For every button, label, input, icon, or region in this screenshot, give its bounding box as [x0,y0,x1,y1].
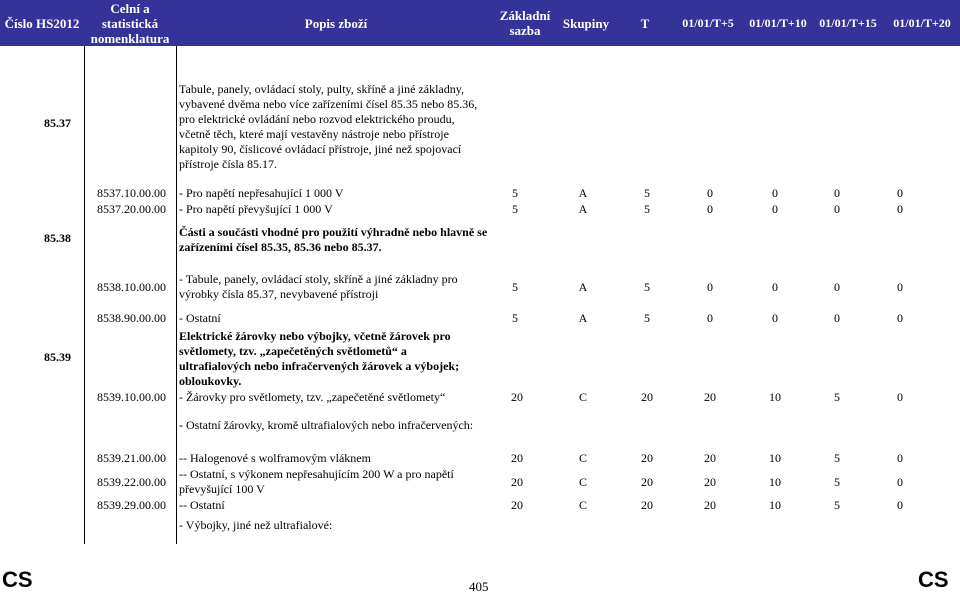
t-cell: 20 [641,451,653,465]
t20-cell: 0 [897,280,903,294]
hs-code: 85.38 [44,231,71,245]
t15-cell: 0 [834,186,840,200]
code-cell: 8539.22.00.00 [97,475,166,489]
base-rate-cell: 5 [512,186,518,200]
base-rate-cell: 20 [511,390,523,404]
t-cell: 5 [644,186,650,200]
description-cell: - Pro napětí převyšující 1 000 V [179,202,333,216]
t-cell: 20 [641,390,653,404]
header-t5: 01/01/T+5 [682,15,734,30]
column-divider [176,46,177,544]
header-t15: 01/01/T+15 [819,15,877,30]
group-cell: C [578,451,587,465]
heading-description: Části a součásti vhodné pro použití výhradně nebo hlavně se zařízeními čísel 85.35, 85.36 nebo 85.37. [179,225,488,254]
t5-cell: 20 [704,475,716,489]
description-cell: - Pro napětí nepřesahující 1 000 V [179,186,344,200]
header-t20: 01/01/T+20 [893,15,951,30]
t-cell: 20 [641,498,653,512]
code-cell: 8539.29.00.00 [97,498,166,512]
t5-cell: 20 [704,498,716,512]
t20-cell: 0 [897,186,903,200]
footer-language-left: CS [2,567,33,592]
t20-cell: 0 [897,451,903,465]
t20-cell: 0 [897,202,903,216]
group-cell: A [578,202,588,216]
heading-description: Tabule, panely, ovládací stoly, pulty, skříně a jiné základny, vybavené dvěma nebo více zařízeními čísel 85.35 nebo 85.36, pro elektrické ovládání nebo rozvod elektrického proudu, včetně těch, které mají vestavěny nástroje nebo přístroje kapitoly 90, číslicové ovládací přístroje, jiné než spojovací přístroje čísla 85.17. [179,82,478,171]
code-cell: 8539.10.00.00 [97,390,166,404]
t20-cell: 0 [897,311,903,325]
header-nomenclature: Celní a statistická nomenklatura [90,0,170,46]
t10-cell: 0 [772,186,778,200]
t15-cell: 5 [834,390,840,404]
description-cell: - Tabule, panely, ovládací stoly, skříně a jiné základny pro výrobky čísla 85.37, nevybavené přístroji [179,272,458,301]
group-cell: A [578,311,588,325]
t-cell: 5 [644,311,650,325]
t5-cell: 0 [707,202,713,216]
t5-cell: 0 [707,280,713,294]
table-header [0,0,960,46]
group-cell: C [578,475,587,489]
base-rate-cell: 5 [512,311,518,325]
t10-cell: 10 [769,451,781,465]
description-cell: - Ostatní [179,311,221,325]
subheading-text: - Ostatní žárovky, kromě ultrafialových nebo infračervených: [179,418,474,432]
t-cell: 5 [644,280,650,294]
column-divider [84,46,85,544]
group-cell: C [578,498,587,512]
base-rate-cell: 5 [512,202,518,216]
t5-cell: 0 [707,186,713,200]
hs-code: 85.37 [44,116,71,130]
t5-cell: 0 [707,311,713,325]
t20-cell: 0 [897,390,903,404]
code-cell: 8537.10.00.00 [97,186,166,200]
t10-cell: 0 [772,280,778,294]
group-cell: A [578,280,588,294]
t10-cell: 0 [772,202,778,216]
base-rate-cell: 20 [511,475,523,489]
t15-cell: 5 [834,475,840,489]
base-rate-cell: 5 [512,280,518,294]
description-cell: -- Ostatní, s výkonem nepřesahujícím 200 W a pro napětí převyšující 100 V [179,467,454,496]
description-cell: -- Halogenové s wolframovým vláknem [179,451,371,465]
t15-cell: 0 [834,202,840,216]
base-rate-cell: 20 [511,498,523,512]
header-groups: Skupiny [562,15,610,31]
hs-code: 85.39 [44,350,71,364]
footer-language-right: CS [918,567,949,592]
t10-cell: 10 [769,390,781,404]
t20-cell: 0 [897,475,903,489]
code-cell: 8538.10.00.00 [97,280,166,294]
base-rate-cell: 20 [511,451,523,465]
t15-cell: 5 [834,451,840,465]
header-t10: 01/01/T+10 [749,15,807,30]
code-cell: 8538.90.00.00 [97,311,166,325]
t10-cell: 10 [769,498,781,512]
t10-cell: 0 [772,311,778,325]
t15-cell: 5 [834,498,840,512]
t-cell: 5 [644,202,650,216]
t15-cell: 0 [834,280,840,294]
header-description: Popis zboží [304,15,368,31]
description-cell: -- Ostatní [179,498,225,512]
description-cell: - Žárovky pro světlomety, tzv. „zapečetěné světlomety“ [179,390,446,404]
t10-cell: 10 [769,475,781,489]
group-cell: A [578,186,588,200]
t5-cell: 20 [704,390,716,404]
t15-cell: 0 [834,311,840,325]
subheading-text: - Výbojky, jiné než ultrafialové: [179,518,333,532]
heading-description: Elektrické žárovky nebo výbojky, včetně žárovek pro světlomety, tzv. „zapečetěných světlometů“ a ultrafialových nebo infračervených žárovek a výbojek; obloukovky. [179,329,460,388]
group-cell: C [578,390,587,404]
code-cell: 8537.20.00.00 [97,202,166,216]
header-t: T [640,15,650,31]
header-base-rate: Základní sazba [499,8,551,38]
header-hs-code: Číslo HS2012 [4,15,80,31]
t-cell: 20 [641,475,653,489]
code-cell: 8539.21.00.00 [97,451,166,465]
t5-cell: 20 [704,451,716,465]
page-number: 405 [469,579,489,594]
t20-cell: 0 [897,498,903,512]
